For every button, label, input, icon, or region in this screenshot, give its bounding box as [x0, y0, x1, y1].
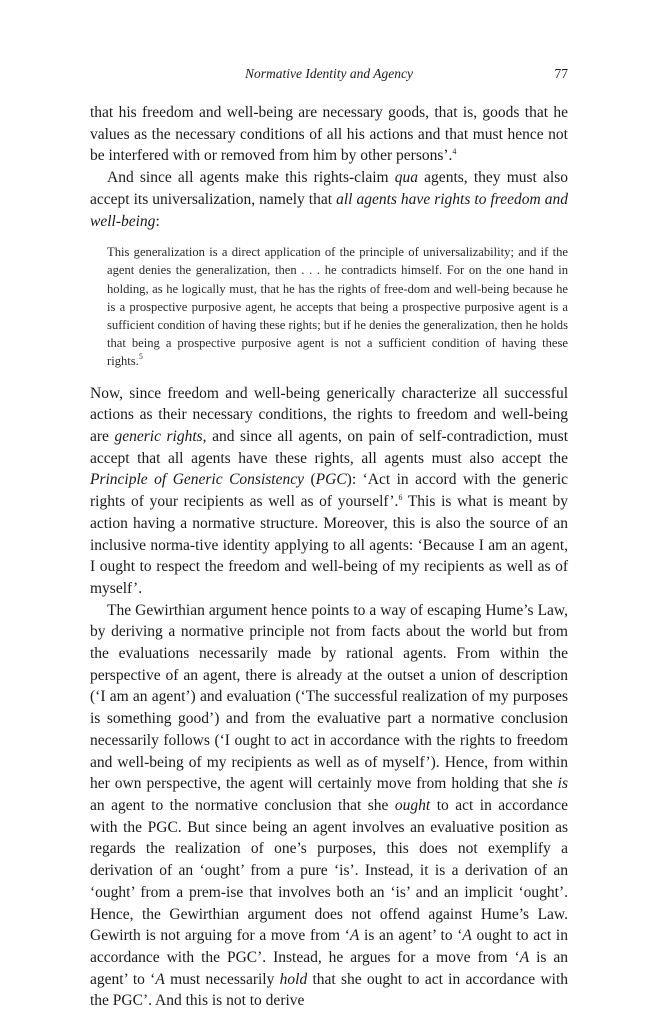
italic-text: is [557, 775, 568, 793]
page-header [90, 66, 568, 86]
paragraph-continuation [90, 102, 568, 167]
footnote-marker: 6 [398, 493, 403, 503]
italic-text: ought [394, 797, 431, 814]
paragraph-universalization [90, 167, 568, 232]
text-run: , and since all agents, on pain of self-contradiction, must accept that all agents have these rights, all agents must also accept the [90, 428, 569, 467]
italic-text: Principle of Generic Consistency [90, 471, 304, 489]
italic-text: generic rights [114, 428, 203, 446]
text-run: The Gewirthian argument hence points to a way of escaping Hume’s Law, by deriving a normative principle not from facts about the world but from the evaluations necessarily made by rational agents. From within the perspective of an agent, there is already at the outset a union of description (‘I am an agent’) and evaluation (‘The successful realization of my purposes is something good’) and from the evaluative part a normative conclusion necessarily follows (‘I ought to act in accordance with the rights to freedom and well-being of my recipients as well as of myself’). Hence, from within her own perspective, the agent will certainly move from holding that she [90, 601, 568, 793]
text-run: that his freedom and well-being are necessary goods, that is, goods that he values as the necessary conditions of all his actions and that must hence not be interfered with or removed from him by other persons’. [90, 104, 568, 165]
text-run: must necessarily [164, 970, 280, 988]
text-run: Now, since freedom and well-being generically characterize all successful actions as their necessary conditions, the rights to freedom and well-being are [90, 384, 568, 446]
running-head: Normative Identity and Agency [244, 66, 414, 81]
page-number: 77 [554, 66, 568, 81]
text-run: This generalization is a direct application of the principle of universalizability; and if the agent denies the generalization, then . . . he contradicts himself. For on the one hand in holding, as he logically must, that he has the rights of free-dom and well-being because he is a prospective purposive agent, he accepts that being a prospective purposive agent is a sufficient condition of having these rights; but if he denies the generalization, then he holds that being a prospective purposive agent is not a sufficient condition of having these rights. [107, 245, 568, 369]
block-quote [107, 243, 568, 370]
text-run: to act in accordance with the PGC. But since being an agent involves an evaluative position as regards the realization of one’s purposes, this does not exemplify a derivation of an ‘ought’ from a pure ‘is’. Instead, it is a derivation of an ‘ought’ from a prem-ise that involves both an ‘is’ and an implicit ‘ought’. Hence, the Gewirthian argument does not offend against Hume’s Law. Gewirth is not arguing for a move from ‘ [90, 797, 568, 945]
italic-text: PGC [315, 471, 347, 489]
italic-text: A [349, 927, 360, 945]
paragraph-humes-law [90, 600, 568, 1012]
text-run: agents, they must also accept its universalization, namely that [90, 169, 568, 208]
text-run: And since all agents make this rights-claim [107, 169, 395, 187]
italic-text: qua [394, 169, 418, 187]
text-run: ought to act in accordance with the PGC’. Instead, he argues for a move from ‘ [90, 927, 568, 966]
text-run: : [155, 212, 160, 230]
text-run: ( [304, 471, 316, 489]
text-run: an agent to the normative conclusion that she [90, 797, 395, 814]
text-run: is an agent’ to ‘ [359, 927, 463, 945]
text-run: is an agent’ to ‘ [90, 948, 568, 988]
footnote-marker: 5 [138, 352, 143, 362]
italic-text: all agents have rights to freedom and well-being [90, 190, 568, 230]
text-run: that she ought to act in accordance with the PGC’. And this is not to derive [90, 970, 569, 1010]
italic-text: A [462, 927, 472, 945]
italic-text: A [519, 948, 530, 966]
italic-text: hold [279, 970, 308, 988]
italic-text: A [155, 970, 165, 988]
footnote-marker: 4 [452, 147, 457, 157]
page-body [90, 102, 568, 1012]
text-run: ): ‘Act in accord with the generic rights of your recipients as well as of yourself’. [90, 471, 568, 511]
paragraph-generic-rights [90, 383, 568, 600]
text-run: This is what is meant by action having a normative structure. Moreover, this is also the source of an inclusive norma-tive identity applying to all agents: ‘Because I am an agent, I ought to respect the freedom and well-being of my recipients as well as of myself’. [90, 493, 568, 597]
